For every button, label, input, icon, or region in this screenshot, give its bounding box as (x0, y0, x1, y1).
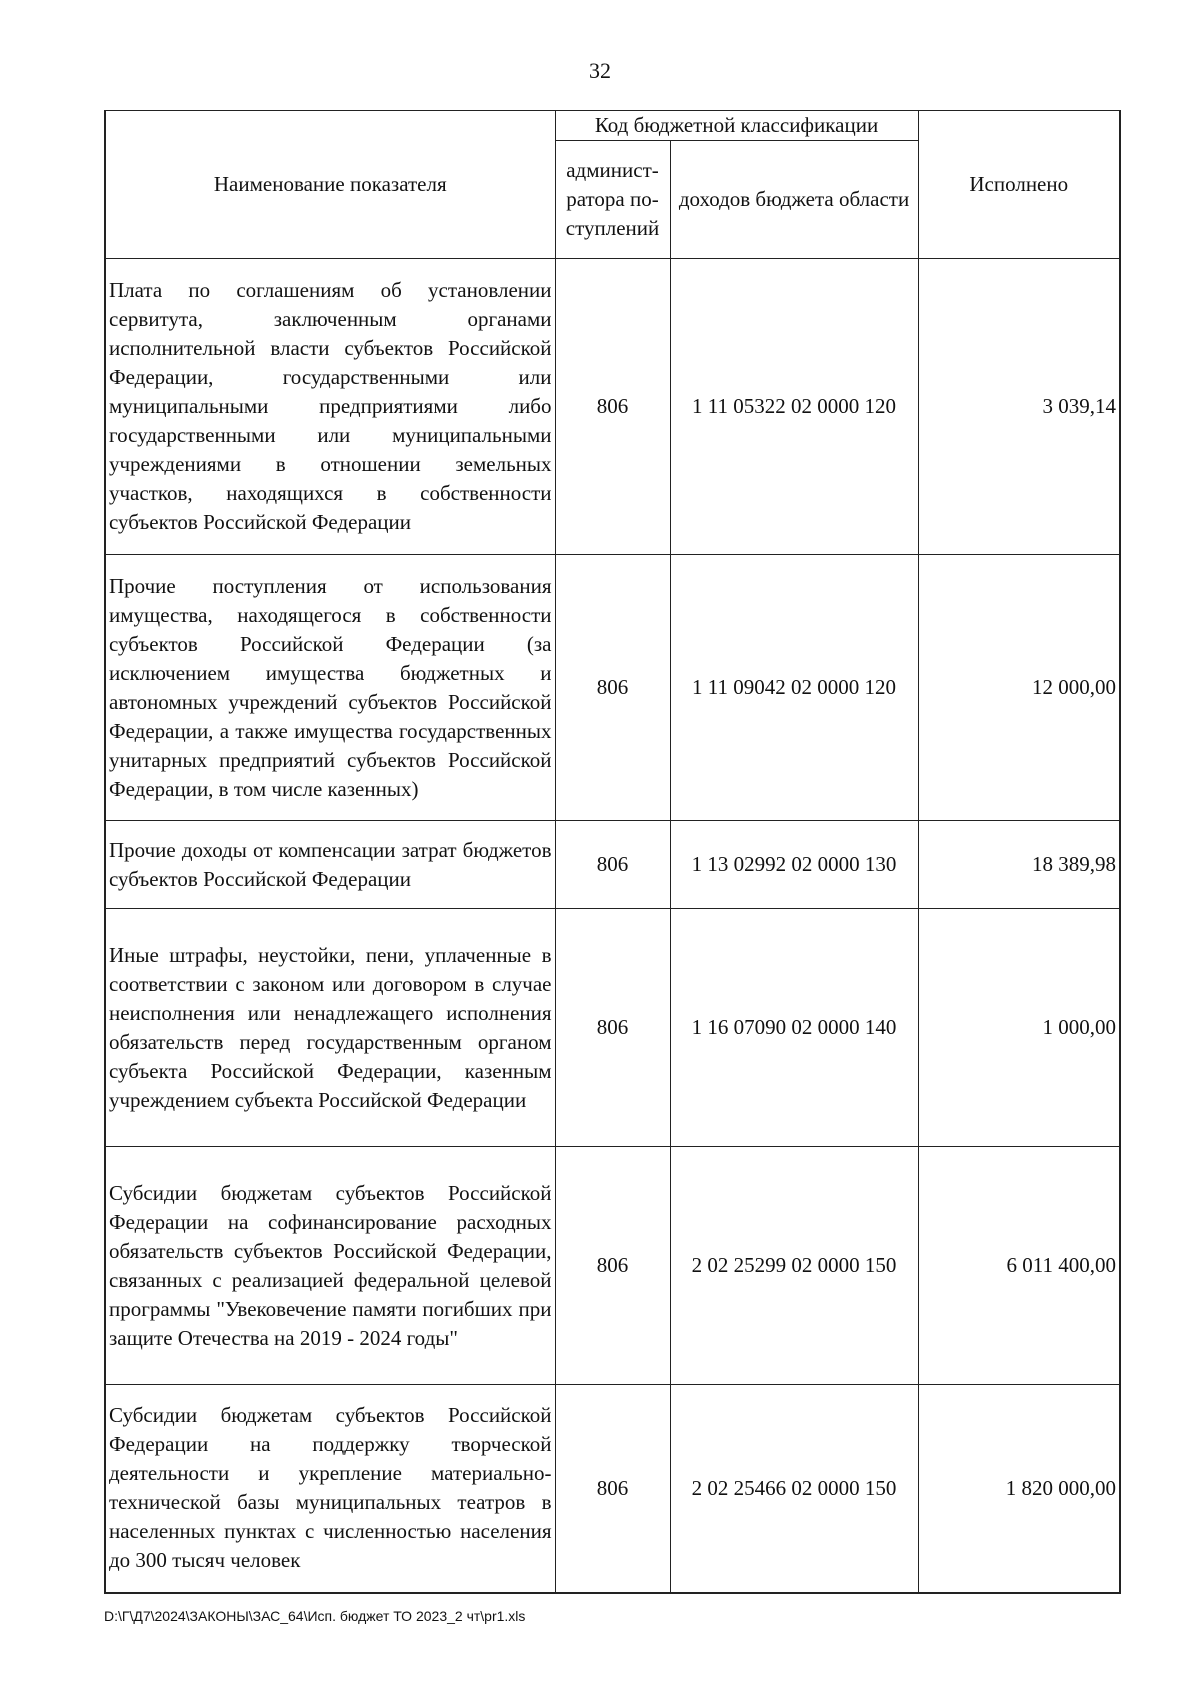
header-name: Наименование показателя (105, 111, 555, 259)
page-number: 32 (589, 58, 611, 83)
row-admin-code: 806 (555, 821, 670, 909)
row-admin-code: 806 (555, 1147, 670, 1385)
row-name: Плата по соглашениям об установлении сервитута, заключенным органами исполнительной власти субъектов Российской Федерации, государственными или муниципальными предприятиями либо государственными или муниципальными учреждениями в отношении земельных участков, находящихся в собственности субъектов Российской Федерации (105, 259, 555, 555)
table-row (105, 259, 1120, 555)
row-amount: 18 389,98 (918, 821, 1120, 909)
row-income-code: 2 02 25466 02 0000 150 (670, 1385, 918, 1593)
row-admin-code: 806 (555, 259, 670, 555)
row-amount: 3 039,14 (918, 259, 1120, 555)
row-name: Субсидии бюджетам субъектов Российской Федерации на поддержку творческой деятельности и укрепление материально-технической базы муниципальных театров в населенных пунктах с численностью населения до 300 тысяч человек (105, 1385, 555, 1593)
row-admin-code: 806 (555, 555, 670, 821)
budget-income-table (104, 110, 1121, 1594)
table-header-row (105, 111, 1120, 141)
row-name: Субсидии бюджетам субъектов Российской Федерации на софинансирование расходных обязательств субъектов Российской Федерации, связанных с реализацией федеральной целевой программы "Увековечение памяти погибших при защите Отечества на 2019 - 2024 годы" (105, 1147, 555, 1385)
row-admin-code: 806 (555, 909, 670, 1147)
table-row (105, 909, 1120, 1147)
row-amount: 12 000,00 (918, 555, 1120, 821)
row-name: Прочие доходы от компенсации затрат бюджетов субъектов Российской Федерации (105, 821, 555, 909)
header-admin: админист-ратора по-ступлений (555, 141, 670, 259)
header-executed: Исполнено (918, 111, 1120, 259)
table-row (105, 1147, 1120, 1385)
row-income-code: 1 16 07090 02 0000 140 (670, 909, 918, 1147)
file-path-footer: D:\Г\Д7\2024\ЗАКОНЫ\ЗАС_64\Исп. бюджет ТО 2023_2 чт\pr1.xls (104, 1608, 526, 1624)
row-income-code: 1 11 05322 02 0000 120 (670, 259, 918, 555)
row-amount: 1 820 000,00 (918, 1385, 1120, 1593)
header-income: доходов бюджета области (670, 141, 918, 259)
header-code-group: Код бюджетной классификации (555, 111, 918, 141)
row-amount: 1 000,00 (918, 909, 1120, 1147)
table-row (105, 1385, 1120, 1593)
row-income-code: 2 02 25299 02 0000 150 (670, 1147, 918, 1385)
row-income-code: 1 13 02992 02 0000 130 (670, 821, 918, 909)
table-row (105, 821, 1120, 909)
row-amount: 6 011 400,00 (918, 1147, 1120, 1385)
table-row (105, 555, 1120, 821)
row-name: Прочие поступления от использования имущества, находящегося в собственности субъектов Российской Федерации (за исключением имущества бюджетных и автономных учреждений субъектов Российской Федерации, а также имущества государственных унитарных предприятий субъектов Российской Федерации, в том числе казенных) (105, 555, 555, 821)
row-income-code: 1 11 09042 02 0000 120 (670, 555, 918, 821)
row-name: Иные штрафы, неустойки, пени, уплаченные в соответствии с законом или договором в случае неисполнения или ненадлежащего исполнения обязательств перед государственным органом субъекта Российской Федерации, казенным учреждением субъекта Российской Федерации (105, 909, 555, 1147)
row-admin-code: 806 (555, 1385, 670, 1593)
